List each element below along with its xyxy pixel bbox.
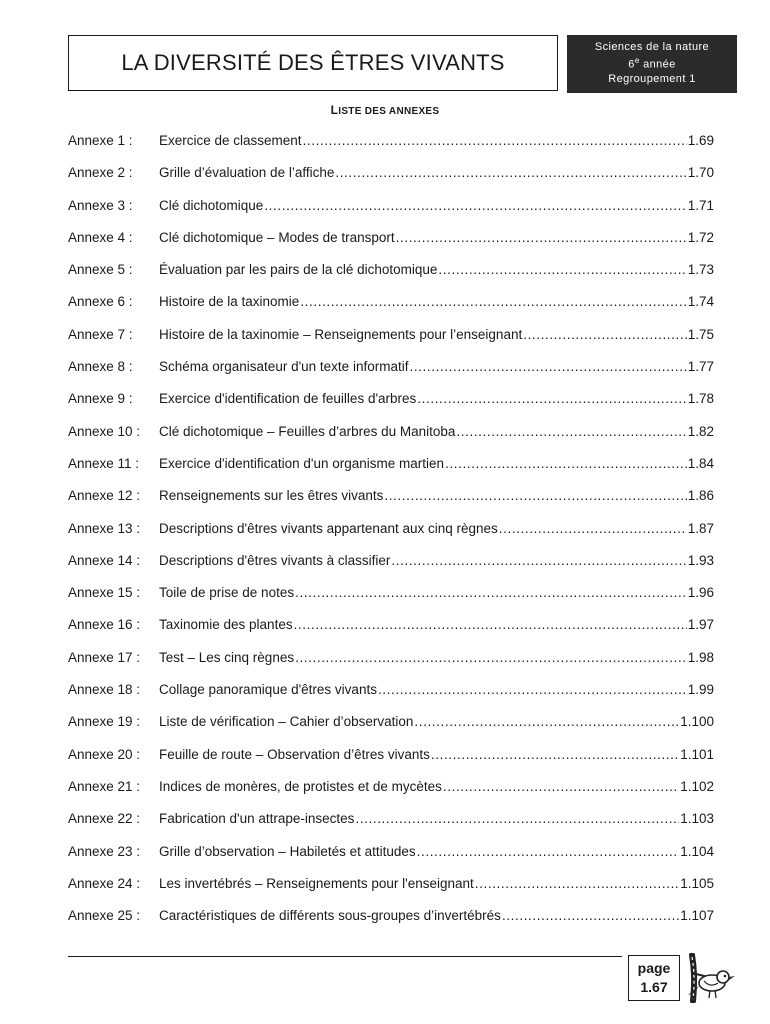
footer-divider — [68, 956, 622, 957]
dot-leader — [417, 844, 680, 859]
bird-on-branch-icon — [682, 953, 738, 1003]
dot-leader — [438, 262, 686, 277]
annex-title: Indices de monères, de protistes et de mycètes — [159, 778, 442, 794]
annex-page: 1.84 — [687, 455, 714, 471]
dot-leader — [300, 294, 686, 309]
annex-number: Annexe 11 : — [68, 455, 140, 471]
annex-number: Annexe 16 : — [68, 617, 141, 633]
annex-title: Fabrication d'un attrape-insectes — [159, 811, 355, 827]
annex-page: 1.78 — [687, 391, 714, 407]
annex-title: Évaluation par les pairs de la clé dichotomique — [159, 262, 438, 278]
annex-title: Histoire de la taxinomie — [159, 294, 300, 310]
dot-leader — [443, 779, 679, 794]
dot-leader — [378, 682, 687, 697]
annex-page: 1.87 — [687, 520, 714, 536]
annex-page: 1.69 — [687, 133, 714, 148]
annex-entry — [68, 133, 714, 165]
dot-leader — [431, 747, 679, 762]
annex-page: 1.104 — [680, 843, 714, 859]
annex-page: 1.97 — [687, 617, 714, 633]
annex-number: Annexe 6 : — [68, 294, 133, 310]
badge-grade-suffix: e — [634, 56, 640, 65]
annex-title: Histoire de la taxinomie – Renseignements pour l’enseignant — [159, 326, 523, 342]
annex-entry — [68, 198, 714, 230]
annex-entry — [68, 456, 714, 488]
annex-title: Descriptions d'êtres vivants à classifier — [159, 552, 391, 568]
annex-number: Annexe 17 : — [68, 649, 141, 665]
annex-page: 1.70 — [687, 165, 714, 181]
dot-leader — [355, 811, 679, 826]
annex-entry — [68, 521, 714, 553]
annex-title: Les invertébrés – Renseignements pour l'enseignant — [159, 875, 474, 891]
annex-entry — [68, 230, 714, 262]
annex-number: Annexe 19 : — [68, 714, 141, 730]
dot-leader — [414, 714, 679, 729]
annex-entry — [68, 488, 714, 520]
badge-grade — [567, 54, 737, 72]
annex-number: Annexe 21 : — [68, 778, 141, 794]
annex-number: Annexe 24 : — [68, 875, 141, 891]
list-heading-rest: ISTE DES ANNEXES — [338, 106, 440, 117]
annex-page: 1.82 — [687, 423, 714, 439]
annex-title: Toile de prise de notes — [159, 585, 295, 601]
annex-entry — [68, 424, 714, 456]
annex-entry — [68, 779, 714, 811]
annex-entry — [68, 811, 714, 843]
annex-entry — [68, 617, 714, 649]
annex-number: Annexe 13 : — [68, 520, 141, 536]
annex-page: 1.105 — [680, 875, 714, 891]
annex-number: Annexe 22 : — [68, 811, 141, 827]
badge-grade-number: 6 — [628, 58, 635, 71]
dot-leader — [499, 521, 687, 536]
page-number-box — [628, 955, 680, 1001]
annex-title: Clé dichotomique — [159, 197, 264, 213]
annex-title: Liste de vérification – Cahier d’observation — [159, 714, 414, 730]
annex-title: Caractéristiques de différents sous-groupes d’invertébrés — [159, 908, 501, 924]
annex-page: 1.103 — [680, 811, 714, 827]
annex-number: Annexe 14 : — [68, 552, 141, 568]
annex-page: 1.101 — [680, 746, 714, 762]
dot-leader — [409, 359, 686, 374]
annex-number: Annexe 15 : — [68, 585, 141, 601]
annex-title: Grille d’observation – Habiletés et attitudes — [159, 843, 416, 859]
annex-title: Exercice de classement — [159, 133, 302, 148]
page-title: LA DIVERSITÉ DES ÊTRES VIVANTS — [121, 50, 505, 75]
annex-number: Annexe 1 : — [68, 133, 133, 148]
dot-leader — [295, 585, 687, 600]
annex-number: Annexe 10 : — [68, 423, 141, 439]
annex-entry — [68, 391, 714, 423]
annex-title: Test – Les cinq règnes — [159, 649, 295, 665]
dot-leader — [502, 908, 679, 923]
annex-entry — [68, 359, 714, 391]
dot-leader — [391, 553, 686, 568]
list-heading-initial: L — [330, 103, 339, 117]
annex-title: Grille d’évaluation de l’affiche — [159, 165, 335, 181]
dot-leader — [445, 456, 687, 471]
annex-entry — [68, 553, 714, 585]
dot-leader — [396, 230, 687, 245]
annex-page: 1.73 — [687, 262, 714, 278]
annex-number: Annexe 12 : — [68, 488, 141, 504]
annex-number: Annexe 20 : — [68, 746, 141, 762]
annex-page: 1.74 — [687, 294, 714, 310]
annex-page: 1.86 — [687, 488, 714, 504]
dot-leader — [456, 424, 686, 439]
annex-page: 1.93 — [687, 552, 714, 568]
dot-leader — [303, 133, 687, 148]
dot-leader — [384, 488, 686, 503]
annex-entry — [68, 876, 714, 908]
annex-number: Annexe 9 : — [68, 391, 133, 407]
annex-number: Annexe 23 : — [68, 843, 141, 859]
annex-number: Annexe 25 : — [68, 908, 141, 924]
annex-page: 1.71 — [687, 197, 714, 213]
badge-grade-word: année — [639, 58, 676, 71]
annex-title: Clé dichotomique – Feuilles d’arbres du Manitoba — [159, 423, 456, 439]
annex-title: Schéma organisateur d'un texte informatif — [159, 359, 409, 375]
dot-leader — [475, 876, 679, 891]
title-box — [68, 35, 558, 91]
annex-entry — [68, 585, 714, 617]
annex-entry — [68, 327, 714, 359]
annex-page: 1.98 — [687, 649, 714, 665]
annex-title: Taxinomie des plantes — [159, 617, 293, 633]
page-number: 1.67 — [640, 979, 668, 995]
annex-number: Annexe 8 : — [68, 359, 133, 375]
annex-page: 1.96 — [687, 585, 714, 601]
annex-page: 1.102 — [680, 778, 714, 794]
annex-title: Exercice d'identification de feuilles d'arbres — [159, 391, 417, 407]
annex-number: Annexe 18 : — [68, 682, 141, 698]
dot-leader — [294, 617, 687, 632]
annex-title: Exercice d'identification d'un organisme martien — [159, 455, 445, 471]
annex-entry — [68, 714, 714, 746]
dot-leader — [295, 650, 687, 665]
dot-leader — [417, 391, 686, 406]
annex-entry — [68, 747, 714, 779]
annex-title: Collage panoramique d'êtres vivants — [159, 682, 377, 698]
annex-entry — [68, 682, 714, 714]
annex-list — [68, 133, 714, 940]
dot-leader — [264, 198, 686, 213]
annex-page: 1.72 — [687, 229, 714, 245]
annex-page: 1.77 — [687, 359, 714, 375]
course-badge — [567, 35, 737, 93]
annex-page: 1.100 — [680, 714, 714, 730]
annex-page: 1.75 — [687, 326, 714, 342]
annex-page: 1.99 — [687, 682, 714, 698]
annex-number: Annexe 4 : — [68, 229, 133, 245]
annex-title: Descriptions d'êtres vivants appartenant aux cinq règnes — [159, 520, 498, 536]
badge-subject: Sciences de la nature — [594, 41, 710, 53]
list-heading — [0, 103, 770, 117]
annex-entry — [68, 844, 714, 876]
page-label: page — [637, 960, 671, 976]
annex-number: Annexe 2 : — [68, 165, 133, 181]
annex-title: Clé dichotomique – Modes de transport — [159, 229, 395, 245]
annex-entry — [68, 262, 714, 294]
annex-entry — [68, 908, 714, 940]
badge-cluster: Regroupement 1 — [608, 72, 696, 85]
annex-title: Renseignements sur les êtres vivants — [159, 488, 384, 504]
annex-title: Feuille de route – Observation d’êtres vivants — [159, 746, 430, 762]
dot-leader — [523, 327, 687, 342]
annex-number: Annexe 5 : — [68, 262, 133, 278]
annex-page: 1.107 — [680, 908, 714, 924]
annex-entry — [68, 294, 714, 326]
annex-entry — [68, 165, 714, 197]
dot-leader — [335, 165, 686, 180]
annex-number: Annexe 3 : — [68, 197, 133, 213]
annex-number: Annexe 7 : — [68, 326, 133, 342]
annex-entry — [68, 650, 714, 682]
